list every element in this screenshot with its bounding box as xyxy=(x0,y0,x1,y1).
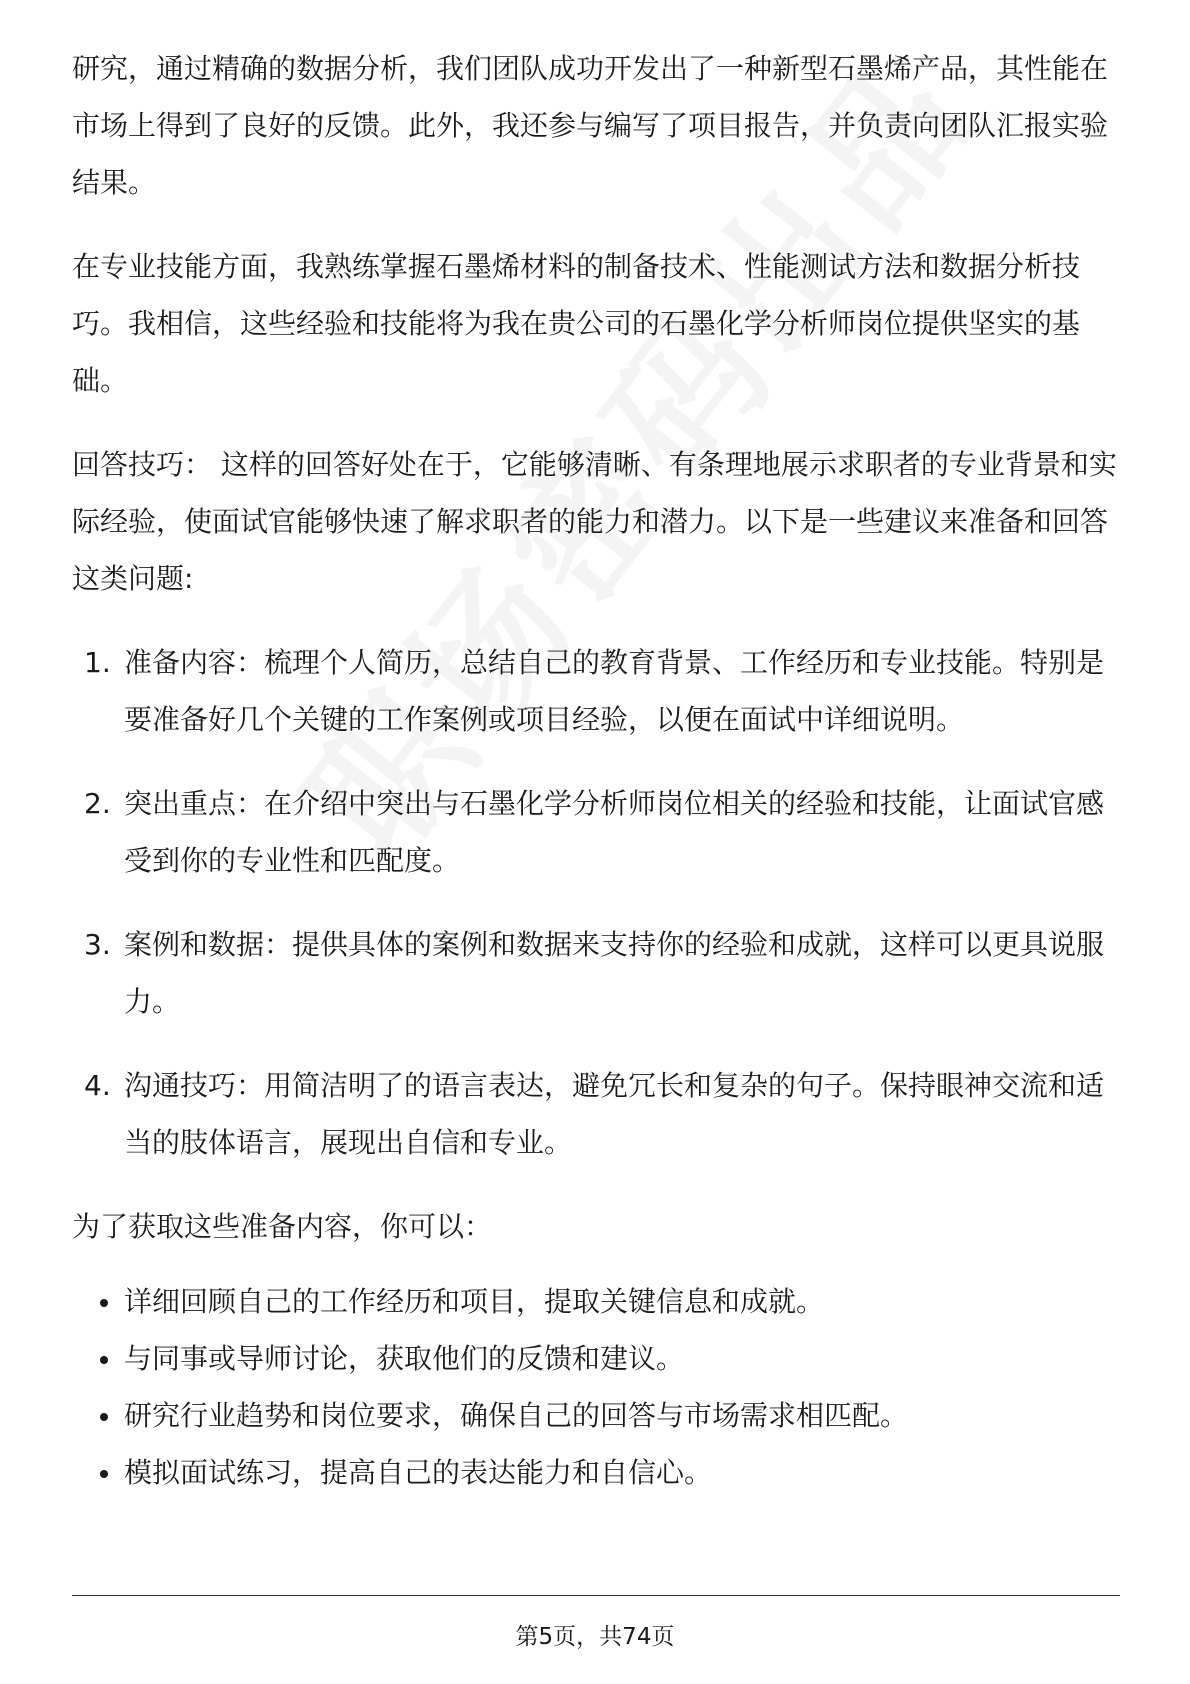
bullet-item xyxy=(72,1273,1120,1330)
bullet-dot-icon xyxy=(100,1356,108,1364)
bullet-item xyxy=(72,1330,1120,1387)
paragraph: 在专业技能方面，我熟练掌握石墨烯材料的制备技术、性能测试方法和数据分析技巧。我相信，这些经验和技能将为我在贵公司的石墨化学分析师岗位提供坚实的基础。 xyxy=(72,250,1081,397)
paragraph: 研究，通过精确的数据分析，我们团队成功开发出了一种新型石墨烯产品，其性能在市场上得到了良好的反馈。此外，我还参与编写了项目报告，并负责向团队汇报实验结果。 xyxy=(72,52,1109,199)
bullet-text: 与同事或导师讨论，获取他们的反馈和建议。 xyxy=(124,1342,685,1375)
bullet-dot-icon xyxy=(100,1413,108,1421)
list-item-text: 突出重点：在介绍中突出与石墨化学分析师岗位相关的经验和技能，让面试官感受到你的专业性和匹配度。 xyxy=(124,787,1105,877)
bullet-text: 研究行业趋势和岗位要求，确保自己的回答与市场需求相匹配。 xyxy=(124,1399,909,1432)
list-number: 4. xyxy=(84,1069,111,1102)
paragraph: 回答技巧： 这样的回答好处在于，它能够清晰、有条理地展示求职者的专业背景和实际经验，使面试官能够快速了解求职者的能力和潜力。以下是一些建议来准备和回答这类问题: xyxy=(72,448,1117,595)
page-number: 第5页，共74页 xyxy=(515,1624,675,1650)
list-item xyxy=(72,1057,1120,1171)
bullet-list xyxy=(72,1273,1120,1501)
list-number: 3. xyxy=(84,928,111,961)
bullet-intro: 为了获取这些准备内容，你可以： xyxy=(72,1210,493,1243)
list-number: 1. xyxy=(84,646,111,679)
footer-divider xyxy=(72,1595,1120,1596)
bullet-dot-icon xyxy=(100,1470,108,1478)
list-item xyxy=(72,775,1120,889)
bullet-text: 详细回顾自己的工作经历和项目，提取关键信息和成就。 xyxy=(124,1285,825,1318)
numbered-list xyxy=(72,634,1120,1171)
list-number: 2. xyxy=(84,787,111,820)
bullet-item xyxy=(72,1387,1120,1444)
list-item-text: 案例和数据：提供具体的案例和数据来支持你的经验和成就，这样可以更具说服力。 xyxy=(124,928,1105,1018)
bullet-item xyxy=(72,1444,1120,1501)
page-content xyxy=(72,40,1120,1501)
bullet-text: 模拟面试练习，提高自己的表达能力和自信心。 xyxy=(124,1456,713,1489)
list-item-text: 准备内容：梳理个人简历，总结自己的教育背景、工作经历和专业技能。特别是要准备好几个关键的工作案例或项目经验，以便在面试中详细说明。 xyxy=(124,646,1105,736)
list-item xyxy=(72,634,1120,748)
bullet-dot-icon xyxy=(100,1299,108,1307)
list-item-text: 沟通技巧：用简洁明了的语言表达，避免冗长和复杂的句子。保持眼神交流和适当的肢体语言，展现出自信和专业。 xyxy=(124,1069,1105,1159)
list-item xyxy=(72,916,1120,1030)
